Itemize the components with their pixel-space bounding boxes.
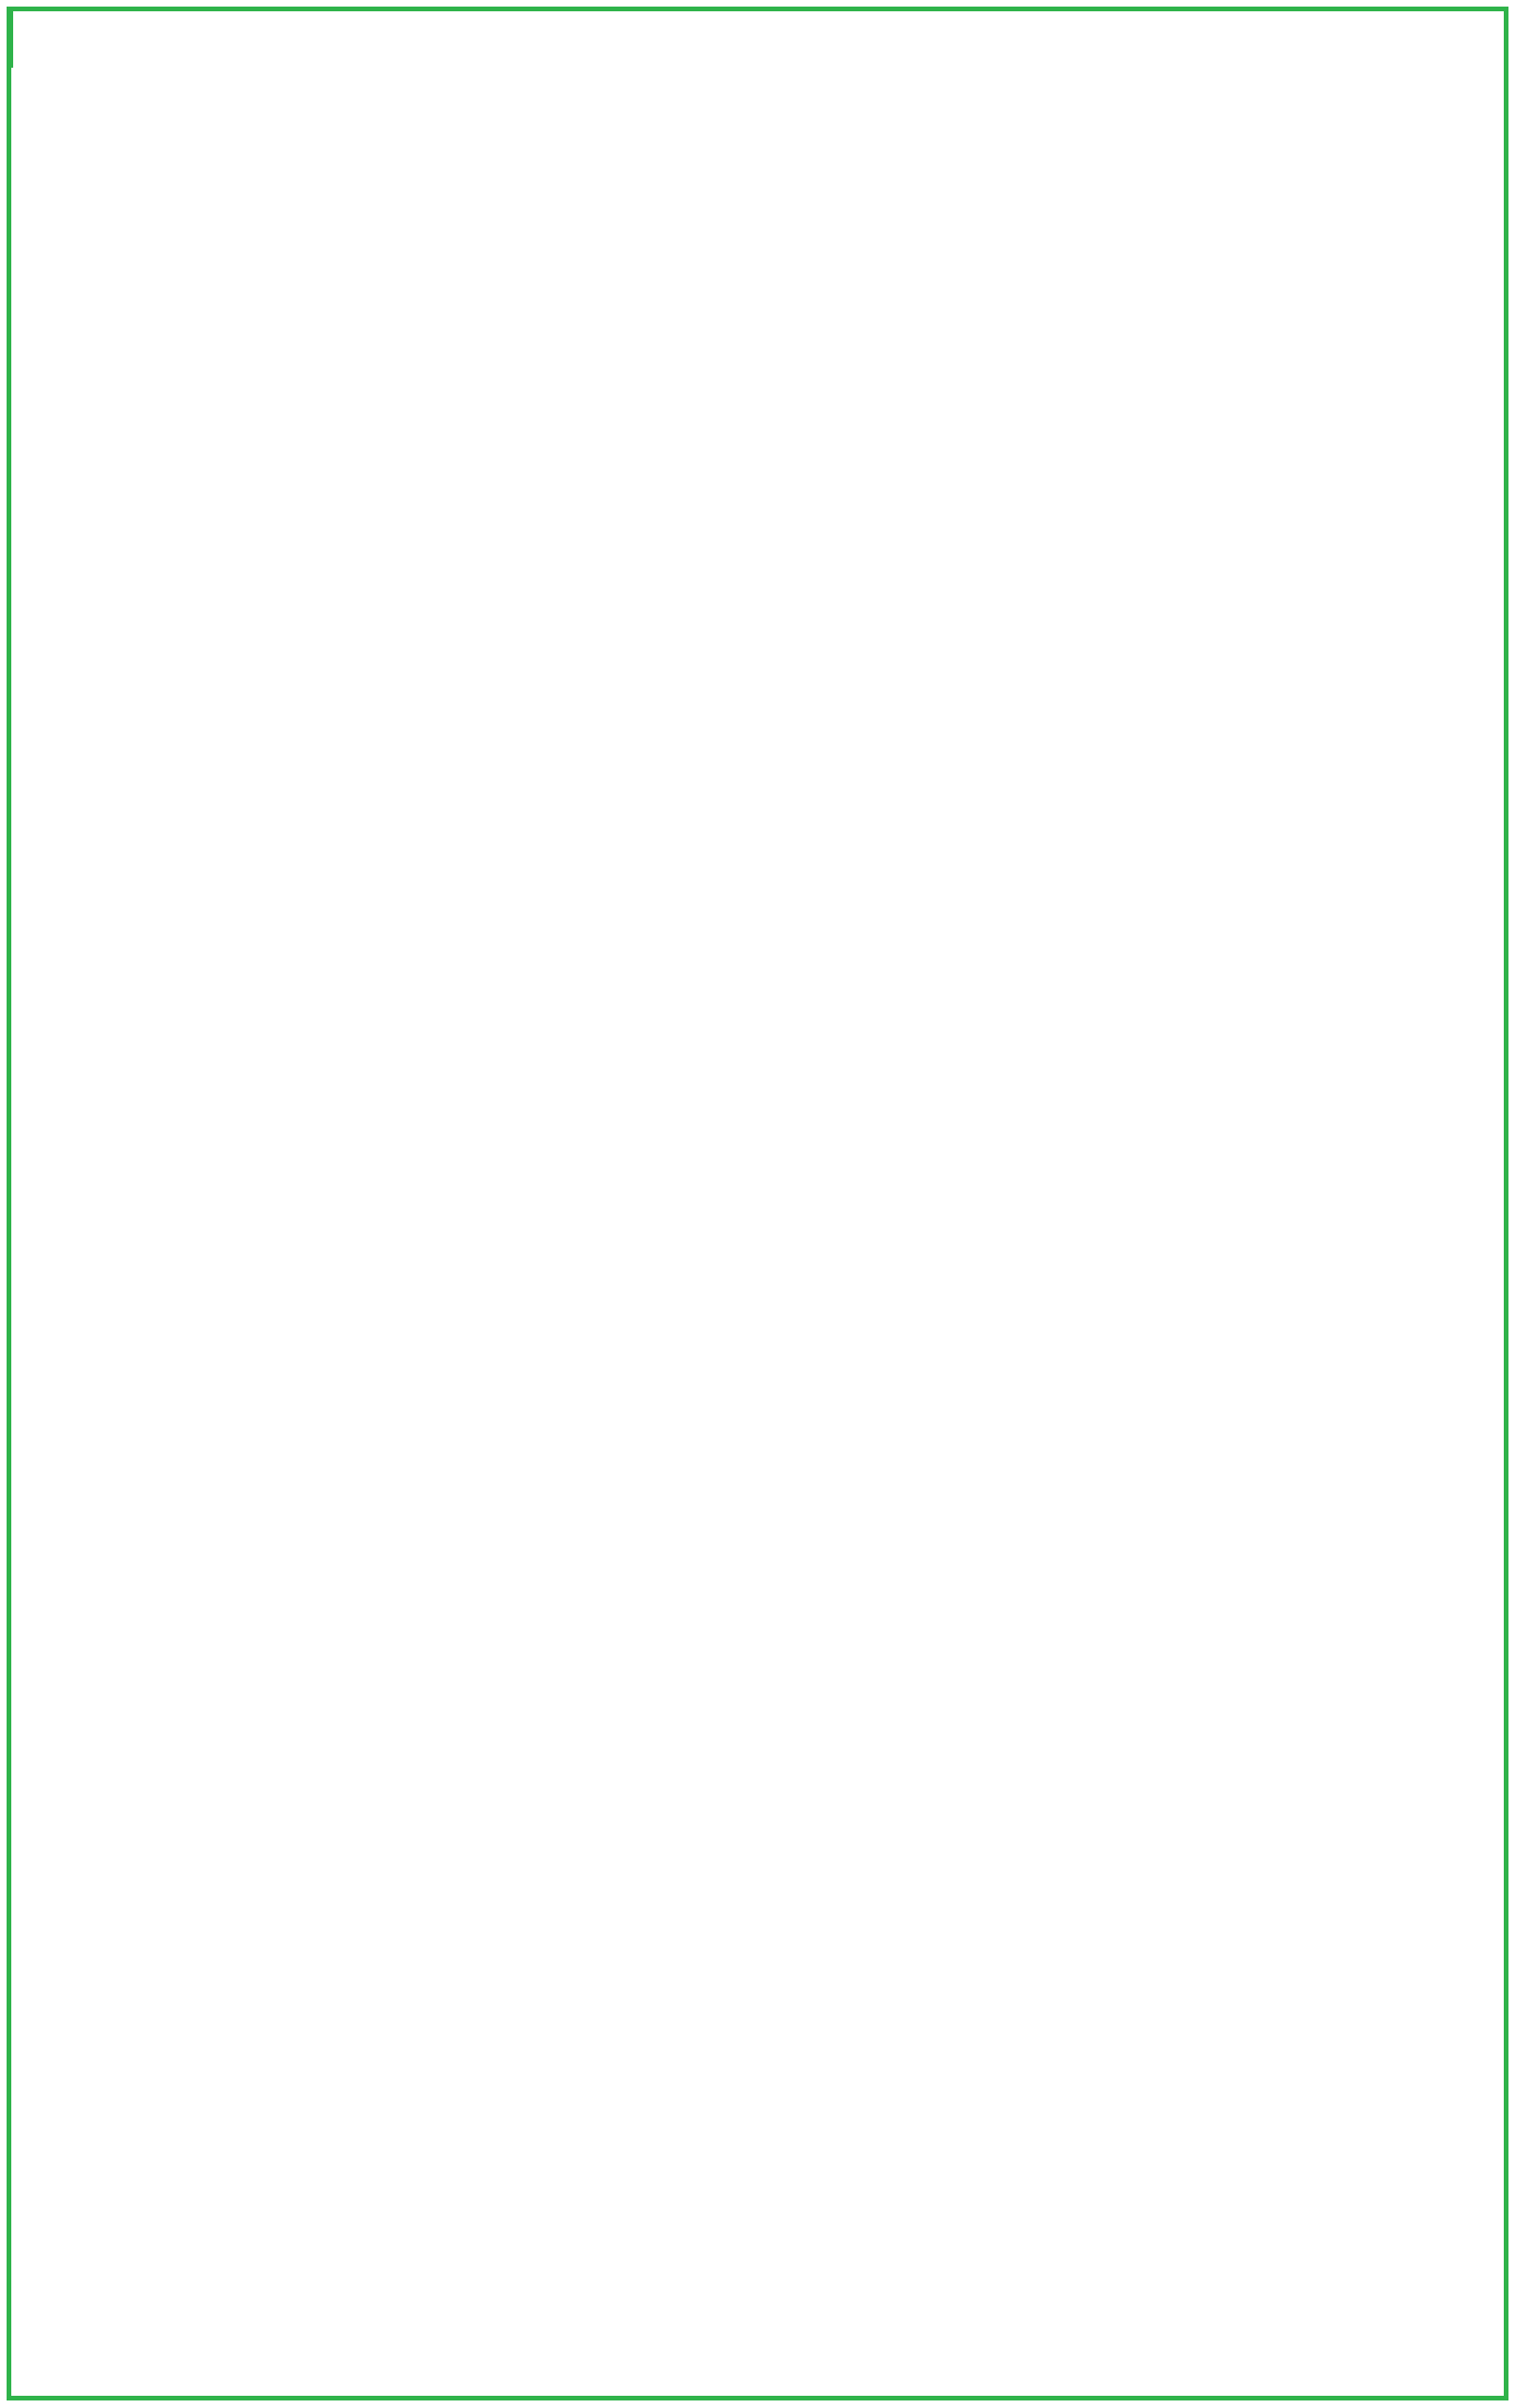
header-transport — [11, 11, 13, 68]
itinerary-table — [7, 7, 1508, 2400]
